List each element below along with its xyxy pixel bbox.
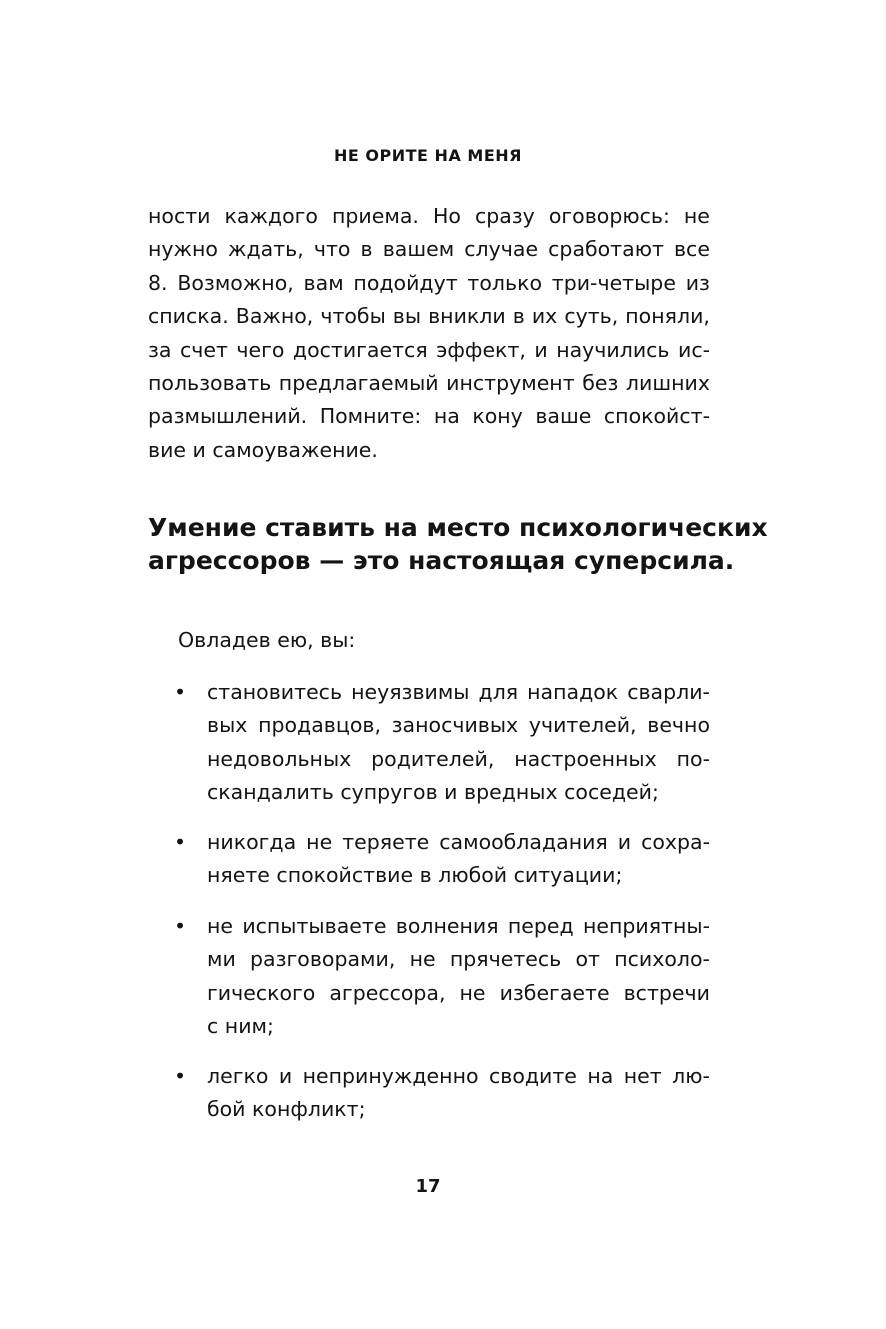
word: теряете [342,830,430,854]
word: для [478,680,519,704]
page-number: 17 [415,1176,441,1197]
word: инструмент [446,370,575,395]
word: непринужденно [302,1064,479,1088]
word: списка. [148,304,229,329]
word: пользовать [148,370,272,395]
body-paragraph [148,200,710,467]
word: самообладания [439,830,608,854]
word: в [512,304,525,329]
word: три-четыре [551,270,676,295]
pullquote-line: Умение ставить на место психологических [148,513,768,542]
pullquote [148,508,768,576]
word: и [617,830,632,854]
bullet-text [207,910,710,1044]
word: из [685,270,710,295]
word: недовольных [207,746,352,771]
word: счет [179,337,228,362]
word: все [673,237,710,262]
word: Возможно, [177,270,294,295]
word: настроенных [514,746,657,771]
word: за [148,337,172,362]
word: ми [207,947,236,972]
word: встречи [623,980,710,1005]
word: лю- [672,1064,710,1088]
word: волнения [395,914,499,938]
word: Помните: [319,404,422,429]
word: подойдут [353,270,458,295]
word: кону [472,404,523,429]
bullet-dot-icon: • [174,914,187,938]
word: на [587,1064,614,1088]
text-line [207,709,710,742]
word: не [207,914,234,938]
list-intro: Овладев ею, вы: [178,628,356,652]
bullet-dot-icon: • [174,680,187,704]
bullet-dot-icon: • [174,830,187,854]
word: вых [207,713,248,738]
word: предлагаемый [278,370,439,395]
word: каждого [224,204,318,228]
text-line [148,400,710,433]
word: от [575,947,600,972]
word: не [459,980,486,1005]
word: нападок [527,680,619,704]
text-line [148,267,710,300]
word: Важно, [235,304,314,329]
word: лишних [625,370,710,395]
word: нет [623,1064,662,1088]
word: эффект, [436,337,526,362]
word: учителей, [528,713,637,738]
word: вникли [428,304,506,329]
text-line-last: няете спокойствие в любой ситуации; [207,863,623,888]
word: родителей, [371,746,495,771]
bullet-text [207,676,710,810]
word: вашем [382,237,455,262]
text-line-last: с ним; [207,1014,274,1039]
word: приема. [332,204,419,228]
word: не [683,204,710,228]
word: достигается [292,337,428,362]
word: вы [392,304,422,329]
word: Но [432,204,461,228]
word: разговорами, [250,947,396,972]
text-line-last: вие и самоуважение. [148,437,378,462]
word: 8. [148,270,168,295]
word: на [433,404,460,429]
word: неприятны- [582,914,710,938]
word: размышлений. [148,404,308,429]
text-line [207,826,710,859]
word: психоло- [614,947,710,972]
text-line [148,233,710,266]
text-line [207,910,710,943]
word: сработают [548,237,664,262]
word: оговорюсь: [548,204,670,228]
running-head: НЕ ОРИТЕ НА МЕНЯ [334,146,522,165]
text-line [148,300,710,333]
bullet-text [207,1060,710,1127]
word: сварли- [627,680,710,704]
word: заносчивых [391,713,519,738]
word: сводите [488,1064,577,1088]
word: что [313,237,351,262]
word: никогда [207,830,297,854]
text-line [207,977,710,1010]
word: становитесь [207,680,343,704]
word: спокойст- [603,404,710,429]
word: поняли, [625,304,710,329]
text-line-last: скандалить супругов и вредных соседей; [207,780,659,805]
word: ваше [535,404,592,429]
text-line [148,200,710,233]
text-line [207,1060,710,1093]
word: испытываете [242,914,387,938]
word: чтобы [320,304,386,329]
word: их [531,304,558,329]
word: прячетесь [449,947,562,972]
word: не [306,830,333,854]
text-line [207,943,710,976]
word: чего [236,337,285,362]
word: и [534,337,548,362]
bullet-dot-icon: • [174,1064,187,1088]
word: избегаете [499,980,610,1005]
word: ис- [678,337,710,362]
word: без [582,370,619,395]
word: ждать, [228,237,304,262]
word: сохра- [641,830,710,854]
word: сразу [474,204,535,228]
pullquote-line: агрессоров — это настоящая суперсила. [148,546,735,576]
text-line [207,676,710,709]
text-line [148,334,710,367]
word: случае [464,237,539,262]
word: научились [556,337,670,362]
word: ности [148,204,211,228]
word: суть, [564,304,619,329]
word: агрессора, [329,980,446,1005]
text-line-last: бой конфликт; [207,1097,366,1122]
text-line [148,367,710,400]
word: не [409,947,436,972]
word: по- [676,746,710,771]
word: неуязвимы [351,680,470,704]
word: только [467,270,543,295]
word: в [360,237,373,262]
word: продавцов, [258,713,381,738]
word: вам [303,270,344,295]
word: гического [207,980,316,1005]
word: вечно [647,713,710,738]
word: легко [207,1064,269,1088]
word: нужно [148,237,218,262]
word: и [278,1064,293,1088]
word: перед [507,914,574,938]
text-line [207,743,710,776]
bullet-text [207,826,710,893]
